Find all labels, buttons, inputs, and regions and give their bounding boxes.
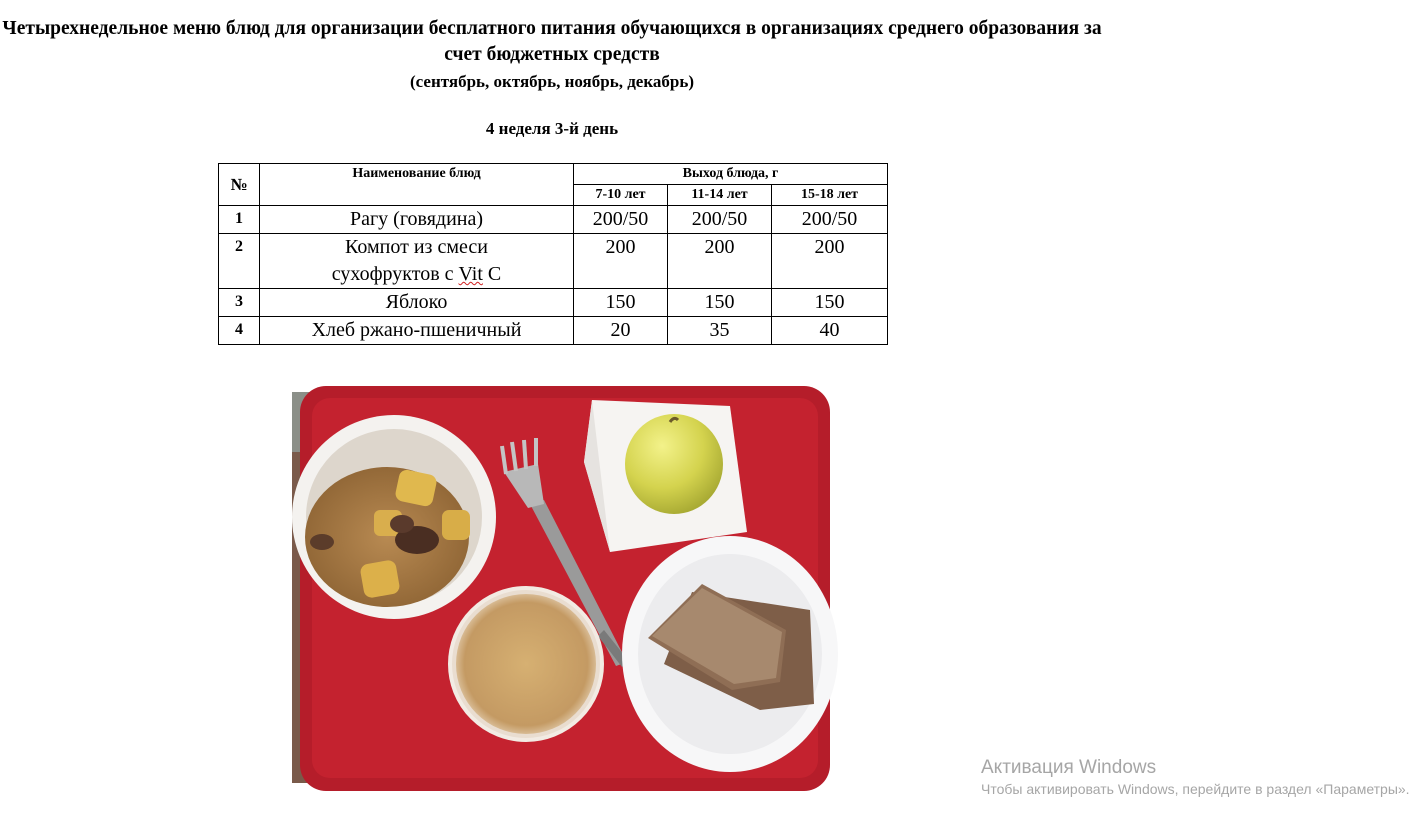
value-cell: 150 (668, 289, 772, 317)
value-cell: 150 (772, 289, 888, 317)
menu-table (218, 163, 888, 345)
table-row (219, 206, 888, 234)
windows-activation-watermark (981, 757, 1410, 799)
meat-piece (310, 534, 334, 550)
table-row (219, 317, 888, 345)
meal-photo (292, 392, 814, 783)
watermark-subtitle: Чтобы активировать Windows, перейдите в раздел «Параметры». (981, 781, 1410, 797)
row-num: 3 (219, 289, 260, 317)
dish-name: Хлеб ржано-пшеничный (260, 317, 574, 345)
row-num: 2 (219, 234, 260, 289)
value-cell: 200 (772, 234, 888, 289)
potato-piece (442, 510, 470, 540)
compote (456, 594, 596, 734)
dish-name (260, 234, 574, 289)
dish-name-line1: Компот из смеси (345, 236, 488, 258)
row-num: 1 (219, 206, 260, 234)
row-num: 4 (219, 317, 260, 345)
dish-name: Рагу (говядина) (260, 206, 574, 234)
table-header-row (219, 164, 888, 185)
value-cell: 35 (668, 317, 772, 345)
week-day-heading: 4 неделя 3-й день (485, 119, 619, 138)
watermark-title: Активация Windows (981, 757, 1157, 778)
header-age-1: 7-10 лет (574, 185, 668, 206)
spellcheck-marked-word: Vit (458, 263, 483, 285)
dish-name: Яблоко (260, 289, 574, 317)
dish-name-line2-end: C (482, 263, 502, 285)
document-title: Четырехнедельное меню блюд для организации бесплатного питания обучающихся в организациях среднего образования за счет бюджетных средств (2, 18, 1102, 65)
header-dish-name: Наименование блюд (260, 164, 574, 206)
value-cell: 200/50 (668, 206, 772, 234)
table-row (219, 289, 888, 317)
value-cell: 200/50 (772, 206, 888, 234)
dish-name-line2-start: сухофруктов с (331, 263, 459, 285)
meat-piece (390, 515, 414, 533)
value-cell: 150 (574, 289, 668, 317)
meal-tray-illustration (292, 392, 814, 783)
potato-piece (359, 559, 400, 599)
table-row (219, 234, 888, 289)
value-cell: 200 (668, 234, 772, 289)
value-cell: 20 (574, 317, 668, 345)
value-cell: 200 (574, 234, 668, 289)
header-num: № (219, 164, 260, 206)
value-cell: 40 (772, 317, 888, 345)
apple (625, 414, 723, 514)
header-age-2: 11-14 лет (668, 185, 772, 206)
header-age-3: 15-18 лет (772, 185, 888, 206)
header-output: Выход блюда, г (574, 164, 888, 185)
value-cell: 200/50 (574, 206, 668, 234)
period-subtitle: (сентябрь, октябрь, ноябрь, декабрь) (410, 72, 694, 91)
